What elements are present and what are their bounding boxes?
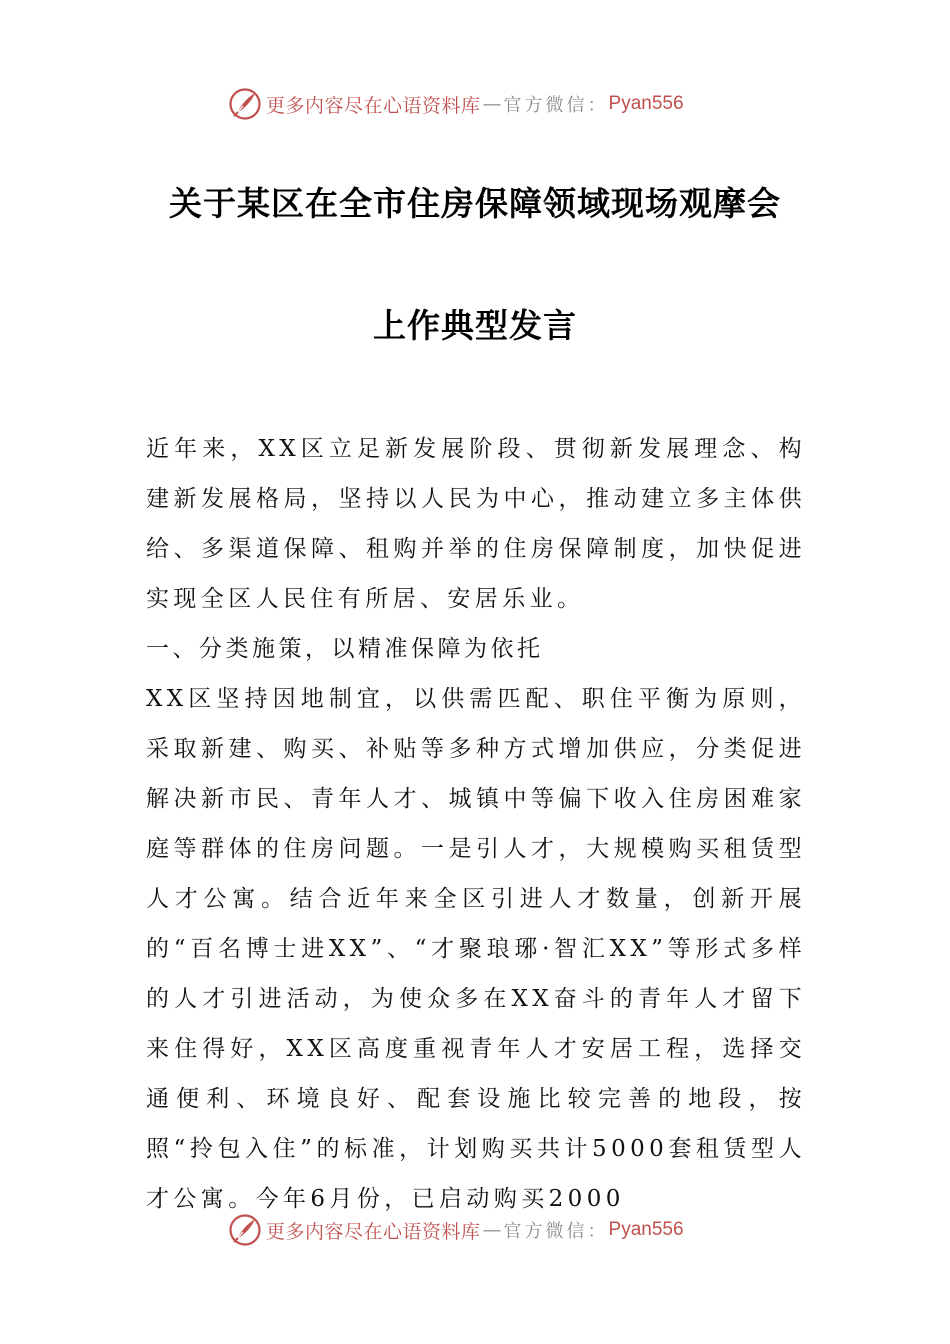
document-body: [146, 424, 806, 1224]
header-watermark: [228, 84, 684, 124]
quill-pen-logo-icon: [228, 87, 262, 121]
document-title-line-2: 上作典型发言: [373, 306, 577, 345]
watermark-text: 更多内容尽在心语资料库: [266, 1220, 481, 1243]
watermark-label: 官方微信：: [503, 95, 609, 116]
document-title-line-1: 关于某区在全市住房保障领域现场观摩会: [169, 184, 781, 223]
watermark-wechat-id: Pyan556: [608, 93, 684, 114]
watermark-separator: —: [482, 1219, 502, 1241]
watermark-label: 官方微信：: [503, 1221, 609, 1242]
quill-pen-logo-icon: [228, 1213, 262, 1247]
footer-watermark: [228, 1210, 684, 1250]
intro-paragraph: 近年来，XX区立足新发展阶段、贯彻新发展理念、构建新发展格局，坚持以人民为中心，推动建立多主体供给、多渠道保障、租购并举的住房保障制度，加快促进实现全区人民住有所居、安居乐业。: [146, 436, 806, 612]
watermark-separator: —: [482, 93, 502, 115]
watermark-text: 更多内容尽在心语资料库: [266, 94, 481, 117]
section-heading: 一、分类施策，以精准保障为依托: [146, 636, 544, 662]
watermark-wechat-id: Pyan556: [608, 1219, 684, 1240]
section-paragraph: XX区坚持因地制宜，以供需匹配、职住平衡为原则，采取新建、购买、补贴等多种方式增加供应，分类促进解决新市民、青年人才、城镇中等偏下收入住房困难家庭等群体的住房问题。一是引人才，大规模购买租赁型人才公寓。结合近年来全区引进人才数量，创新开展的“百名博士进XX”、“才聚琅琊·智汇XX”等形式多样的人才引进活动，为使众多在XX奋斗的青年人才留下来住得好，XX区高度重视青年人才安居工程，选择交通便利、环境良好、配套设施比较完善的地段，按照“拎包入住”的标准，计划购买共计5000套租赁型人才公寓。今年6月份，已启动购买2000: [146, 686, 806, 1212]
